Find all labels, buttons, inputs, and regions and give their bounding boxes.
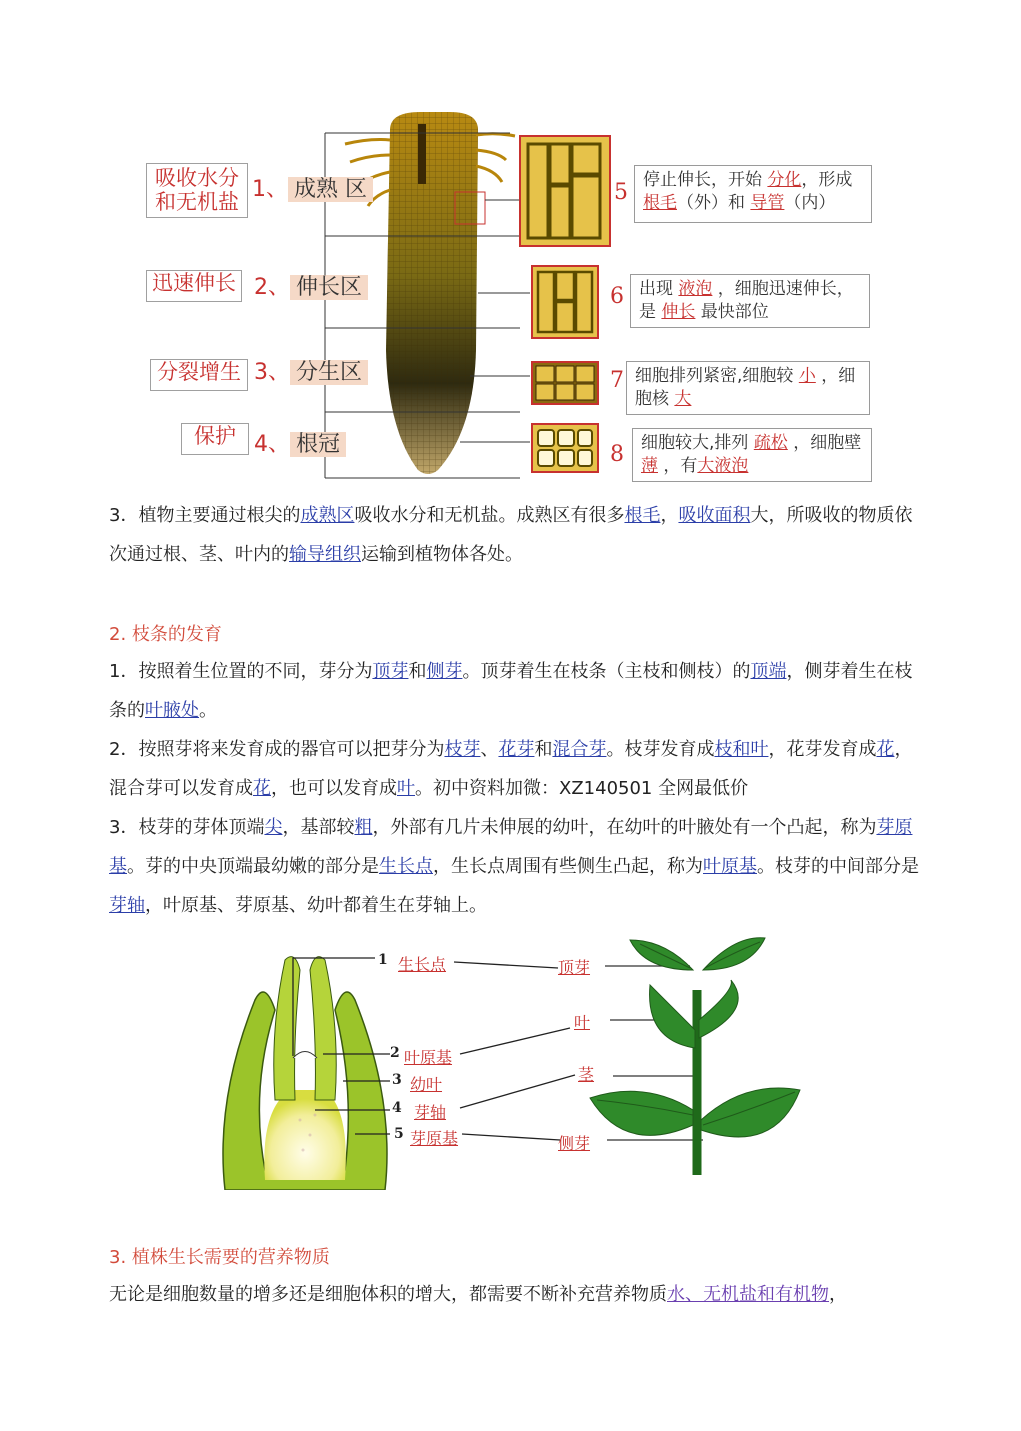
zone-2: 2、 伸长区 (254, 270, 368, 301)
paragraph-nutrients: 无论是细胞数量的增多还是细胞体积的增大，都需要不断补充营养物质水、无机盐和有机物， (109, 1284, 847, 1305)
bud-section-illustration (215, 940, 395, 1190)
root-label-3: 分裂增生 (150, 359, 248, 391)
desc-8: 细胞较大,排列 疏松 ，细胞壁 薄 ，有大液泡 (632, 428, 872, 482)
plant-label-lateral-bud: 侧芽 (558, 1134, 591, 1153)
paragraph-bud-structure: 3．枝芽的芽体顶端尖，基部较粗，外部有几片未伸展的幼叶，在幼叶的叶腋处有一个凸起，称为芽原基。芽的中央顶端最幼嫩的部分是生长点，生长点周围有些侧生凸起，称为叶原基。枝芽的中间部分是芽轴，叶原基、芽原基、幼叶都着生在芽轴上。 (109, 817, 919, 916)
section-title-nutrients: 3. 植株生长需要的营养物质 (109, 1247, 330, 1268)
shoot-illustration (585, 930, 815, 1180)
cell-image-6 (532, 266, 598, 338)
cell-image-8 (532, 424, 598, 472)
bud-label-young-leaf: 幼叶 (410, 1075, 443, 1094)
desc-6: 出现 液泡 ，细胞迅速伸长，是 伸长 最快部位 (630, 274, 870, 328)
bud-num-4: 4 (392, 1100, 402, 1116)
desc-7: 细胞排列紧密,细胞较 小 ，细胞核 大 (626, 361, 870, 415)
root-label-4: 保护 (181, 423, 249, 455)
bud-label-leaf-primordium: 叶原基 (404, 1048, 453, 1067)
bud-num-3: 3 (392, 1072, 402, 1088)
bud-label-bud-axis: 芽轴 (414, 1103, 447, 1122)
paragraph-root-absorption: 3．植物主要通过根尖的成熟区吸收水分和无机盐。成熟区有很多根毛，吸收面积大，所吸收的物质依次通过根、茎、叶内的输导组织运输到植物体各处。 (109, 505, 913, 565)
plant-label-terminal-bud: 顶芽 (558, 958, 591, 977)
bud-label-bud-primordium: 芽原基 (410, 1129, 459, 1148)
plant-label-leaf: 叶 (574, 1013, 591, 1032)
root-label-2: 迅速伸长 (146, 270, 242, 302)
cell-num-7: 7 (610, 368, 624, 393)
zone-1: 1、 成熟 区 (252, 172, 373, 203)
cell-num-8: 8 (610, 442, 624, 467)
zone-3: 3、 分生区 (254, 355, 368, 386)
bud-num-1: 1 (378, 952, 388, 968)
bud-label-growth-point: 生长点 (398, 955, 447, 974)
cell-image-7 (532, 362, 598, 404)
bud-num-5: 5 (394, 1126, 404, 1142)
paragraph-bud-types: 2．按照芽将来发育成的器官可以把芽分为枝芽、花芽和混合芽。枝芽发育成枝和叶，花芽发育成花，混合芽可以发育成花，也可以发育成叶。初中资料加微：XZ140501 全网最低价 (109, 739, 913, 799)
zone-4: 4、 根冠 (254, 427, 346, 458)
bud-plant-connectors (450, 950, 600, 1150)
section-title-branch: 2. 枝条的发育 (109, 624, 222, 645)
bud-num-2: 2 (390, 1045, 400, 1061)
desc-5: 停止伸长，开始 分化，形成根毛（外）和 导管（内） (634, 165, 872, 223)
root-label-1: 吸收水分和无机盐 (146, 163, 248, 218)
paragraph-bud-position: 1．按照着生位置的不同，芽分为顶芽和侧芽。顶芽着生在枝条（主枝和侧枝）的顶端，侧芽着生在枝条的叶腋处。 (109, 661, 913, 721)
plant-label-stem: 茎 (578, 1065, 595, 1084)
cell-image-5 (520, 136, 610, 246)
cell-num-6: 6 (610, 284, 624, 309)
cell-num-5: 5 (614, 180, 628, 205)
